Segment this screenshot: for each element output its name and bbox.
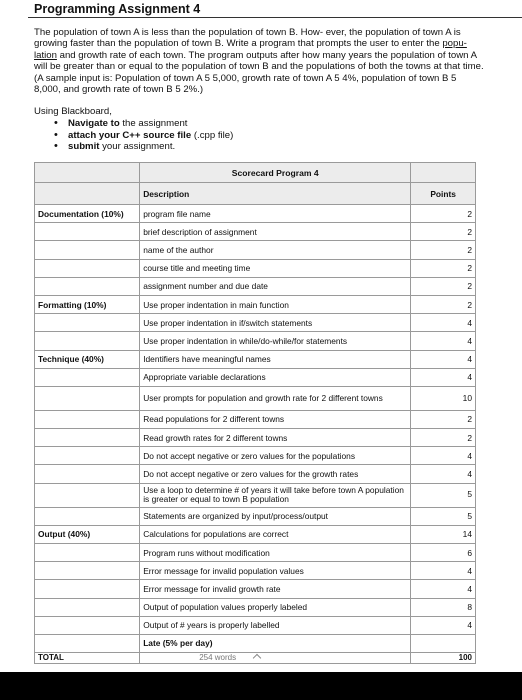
description-cell: Read growth rates for 2 different towns: [140, 429, 411, 447]
description-cell: Use proper indentation in if/switch statements: [140, 314, 411, 332]
category-cell: [35, 483, 140, 507]
step-bold-text: Navigate to: [68, 118, 120, 129]
instruction-step: [54, 130, 233, 142]
table-row: [35, 241, 476, 259]
description-cell: brief description of assignment: [140, 223, 411, 241]
category-cell: Documentation (10%): [35, 205, 140, 223]
table-row: [35, 544, 476, 562]
points-cell: 4: [411, 350, 476, 368]
description-cell: Statements are organized by input/process/output: [140, 507, 411, 525]
table-row: [35, 259, 476, 277]
description-cell: Use proper indentation in main function: [140, 295, 411, 313]
points-cell: 2: [411, 205, 476, 223]
points-cell: 4: [411, 314, 476, 332]
category-cell: [35, 544, 140, 562]
category-cell: Output (40%): [35, 525, 140, 543]
instruction-step: [54, 118, 233, 130]
total-points: 100: [411, 652, 476, 663]
header-empty-cell: [35, 183, 140, 205]
category-cell: [35, 277, 140, 295]
column-header-description: Description: [140, 183, 411, 205]
category-cell: [35, 314, 140, 332]
table-row: [35, 580, 476, 598]
scorecard-title-row: [35, 163, 476, 183]
points-cell: 5: [411, 483, 476, 507]
points-cell: 8: [411, 598, 476, 616]
category-cell: [35, 562, 140, 580]
description-text-end: and growth rate of each town. The program outputs after how many years the population of town A will be greater than or equal to the population of town B and the populations of both the towns at that time. (A sample input is: Population of town A 5 5,000, growth rate of town A 5 4%, population of town B 5 8,000, and growth rate of town B 5 2%.): [34, 49, 484, 96]
table-row: [35, 368, 476, 386]
points-cell: 2: [411, 410, 476, 428]
table-row: [35, 465, 476, 483]
description-underlined-text: popu- lation: [34, 38, 467, 61]
word-count-cell: [140, 652, 411, 663]
table-row: [35, 483, 476, 507]
points-cell: 4: [411, 368, 476, 386]
description-cell: course title and meeting time: [140, 259, 411, 277]
table-row: [35, 277, 476, 295]
description-cell: Output of # years is properly labelled: [140, 616, 411, 634]
step-bold-text: attach your C++ source file: [68, 129, 192, 141]
points-cell: 2: [411, 277, 476, 295]
header-empty-cell: [411, 163, 476, 183]
table-row: [35, 525, 476, 543]
points-cell: 14: [411, 525, 476, 543]
page-title: Programming Assignment 4: [34, 2, 201, 16]
table-row: [35, 350, 476, 368]
chevron-up-icon[interactable]: [253, 654, 261, 662]
points-cell: 4: [411, 447, 476, 465]
title-divider: [28, 17, 522, 18]
points-cell: [411, 634, 476, 652]
category-cell: [35, 634, 140, 652]
total-row: [35, 652, 476, 663]
column-header-points: Points: [411, 183, 476, 205]
points-cell: 6: [411, 544, 476, 562]
table-row: [35, 295, 476, 313]
category-cell: [35, 368, 140, 386]
header-empty-cell: [35, 163, 140, 183]
instruction-step: [54, 141, 233, 153]
description-cell: Do not accept negative or zero values for the growth rates: [140, 465, 411, 483]
points-cell: 4: [411, 332, 476, 350]
word-count: 254 words: [199, 652, 237, 662]
description-cell: Program runs without modification: [140, 544, 411, 562]
description-cell: name of the author: [140, 241, 411, 259]
category-cell: [35, 241, 140, 259]
points-cell: 4: [411, 465, 476, 483]
step-text: (.cpp file): [191, 129, 234, 141]
category-cell: [35, 507, 140, 525]
assignment-description: [34, 27, 484, 95]
table-row: [35, 447, 476, 465]
category-cell: [35, 332, 140, 350]
category-cell: Formatting (10%): [35, 295, 140, 313]
category-cell: [35, 465, 140, 483]
description-cell: Identifiers have meaningful names: [140, 350, 411, 368]
category-cell: [35, 410, 140, 428]
late-label: Late (5% per day): [140, 634, 411, 652]
late-row: [35, 634, 476, 652]
description-text-start: The population of town A is less than the population of town B. How- ever, the population of town A is growing faster than the population of town B. Write a program that prompts the user to enter the: [34, 27, 461, 50]
points-cell: 2: [411, 259, 476, 277]
description-cell: Use a loop to determine # of years it will take before town A population is greater or equal to town B population: [140, 483, 411, 507]
description-cell: assignment number and due date: [140, 277, 411, 295]
description-cell: Do not accept negative or zero values for the populations: [140, 447, 411, 465]
points-cell: 2: [411, 295, 476, 313]
table-row: [35, 386, 476, 410]
table-row: [35, 616, 476, 634]
description-cell: Read populations for 2 different towns: [140, 410, 411, 428]
description-cell: Error message for invalid growth rate: [140, 580, 411, 598]
category-cell: [35, 447, 140, 465]
category-cell: [35, 616, 140, 634]
table-row: [35, 598, 476, 616]
description-cell: Use proper indentation in while/do-while/for statements: [140, 332, 411, 350]
points-cell: 4: [411, 580, 476, 598]
category-cell: [35, 223, 140, 241]
scorecard-column-header-row: [35, 183, 476, 205]
table-row: [35, 205, 476, 223]
description-cell: Error message for invalid population values: [140, 562, 411, 580]
points-cell: 2: [411, 241, 476, 259]
instruction-steps: [54, 118, 233, 153]
table-row: [35, 223, 476, 241]
table-row: [35, 429, 476, 447]
instructions-intro: Using Blackboard,: [34, 106, 112, 117]
table-row: [35, 507, 476, 525]
category-cell: [35, 429, 140, 447]
scorecard-title: Scorecard Program 4: [140, 163, 411, 183]
description-cell: Appropriate variable declarations: [140, 368, 411, 386]
category-cell: [35, 259, 140, 277]
category-cell: Technique (40%): [35, 350, 140, 368]
bottom-black-bar: [0, 672, 522, 700]
points-cell: 4: [411, 562, 476, 580]
description-cell: User prompts for population and growth rate for 2 different towns: [140, 386, 411, 410]
table-row: [35, 332, 476, 350]
description-cell: Output of population values properly labeled: [140, 598, 411, 616]
description-cell: program file name: [140, 205, 411, 223]
category-cell: [35, 386, 140, 410]
table-row: [35, 562, 476, 580]
category-cell: [35, 598, 140, 616]
points-cell: 2: [411, 429, 476, 447]
table-row: [35, 314, 476, 332]
category-cell: [35, 580, 140, 598]
scorecard-table: [34, 162, 476, 664]
step-bold-text: submit: [68, 141, 100, 153]
points-cell: 4: [411, 616, 476, 634]
points-cell: 5: [411, 507, 476, 525]
step-text: your assignment.: [99, 141, 176, 153]
points-cell: 2: [411, 223, 476, 241]
table-row: [35, 410, 476, 428]
step-text: the assignment: [119, 118, 188, 129]
total-label: TOTAL: [35, 652, 140, 663]
points-cell: 10: [411, 386, 476, 410]
description-cell: Calculations for populations are correct: [140, 525, 411, 543]
